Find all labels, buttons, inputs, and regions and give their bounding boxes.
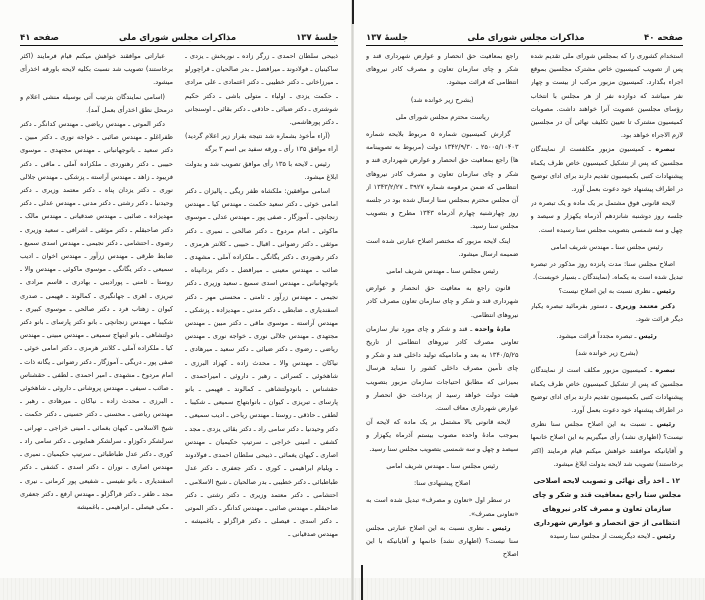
paragraph: (اسامی نمایندگان بترتیب آتی بوسیله منشی اعلام و درمحل نطق اخذرأی بعمل آمد). [20,92,173,114]
paragraph [531,143,684,196]
paragraph [366,522,519,562]
paragraph: رئیس ـ لایحه با ۱۳۵ رأی موافق تصویب شد و بدولت ابلاغ میشود. [185,159,338,181]
paragraph-text: ـ نظری نسبت به این اصلاح نیست؟ [558,287,657,296]
paragraph [531,285,684,298]
paragraph [531,364,684,417]
paragraph: استخدام کشوری را که بمجلس شورای ملی تقدیم شده پس از تصویب کمیسیون خاص مشترک مجلسین بموقع اجراء بگذارد. کمیسیون مزبور مرکب از بیست و چهار نفر میباشد که دوازده نفر از هر مجلس با انتخاب رؤسای مجلسین عضویت آنرا خواهند داشت. مصوبات کمیسیون مشترک تا تعیین تکلیف نهائی آن در مجلسین لازم الاجراء خواهد بود. [530,52,683,140]
paragraph: لایحه قانونی فوق مشتمل بر یک ماده و یک تبصره در جلسه روز دوشنبه شانزدهم آذرماه یکهزار و سیصد و چهل و سه شمسی بتصویب مجلس سنا رسیده است. [530,199,683,234]
paragraph-text: ـ نظری نسبت به این اصلاح عبارتی مجلس سنا نیست؟ (اظهاری نشد) خانمها و آقایانیکه با این اصلاح [366,523,519,559]
paragraph: راجع بمعافیت حق انحصار و عوارض شهرداری قند و شکر و چای سازمان تعاون و مصرف کادر نیروهای انتظامی که قرائت میشود. [366,52,519,87]
speaker-name: تبصره [655,366,675,375]
scan-artifact [0,578,352,600]
speaker-name: رئیس [656,532,675,541]
left-page-column-left [20,50,173,572]
right-page [352,0,705,600]
paragraph: قانون راجع به معافیت حق انحصار و عوارض شهرداری قند و شکر و چای سازمان تعاون مصرف کادر نیروهای انتظامی. [366,284,519,319]
paragraph: ریاست محترم مجلس شورای ملی [395,112,490,121]
speaker-name: رئیس [492,523,511,532]
paragraph: عباراتی موافقند خواهش میکنم قیام فرمایند (اکثر برخاستند) تصویب شد نسبت بکلیه لایحه باورقه اخذرأی میشود. [20,52,173,87]
paragraph [531,300,684,326]
speaker-name: رئیس [638,332,657,341]
paragraph-text: ـ دستور بفرمائید تبصره یکبار دیگر قرائت شود. [530,301,683,323]
paragraph: در سطر اول «تعاون و مصرف» تبدیل شده است به «تعاونی مصرف». [366,496,519,518]
paragraph: لایحه قانونی بالا مشتمل بر یک ماده که لایحه آن بموجب مادهٔ واحده مصوب بیستم آذرماه یکهزار و سیصد و چهل و سه شمسی بتصویب مجلس سنا رسید. [366,418,519,453]
session-label: جلسهٔ ۱۳۷ [296,33,338,43]
paragraph-text: ـ کمیسیون مزبور مکلف است از نمایندگان مجلسین که پس از تشکیل کمیسیون خاص ظرف یکماه پیشنهادات کتبی بکمیسیون تقدیم دارند برای ادای توضیح در اطراف پیشنهاد خود دعوت بعمل آورد. [530,366,683,415]
paragraph: (بشرح زیر خوانده شد) [575,349,639,358]
right-page-column-left [366,50,519,572]
right-page-columns [366,50,683,572]
paragraph: (آراء مأخوذ بشماره شد نتیجه بقرار زیر اعلام گردید) آراء موافق ۱۳۵ رأی ـ ورقه سفید بی اسم ۳ برگه [185,132,338,154]
paragraph [531,418,684,471]
speaker-name: دکتر معتمد وزیری [615,301,675,310]
book-gutter [351,0,354,600]
page-title: مذاکرات مجلس شورای ملی [467,33,585,43]
left-page-header [20,29,338,46]
paragraph: دکتر الموتی ـ مهندس ریاضی ـ مهندس کدانگر ـ دکتر ظفراغلو ـ مهندس صائبی ـ خواجه نوری ـ دکتر مبین ـ دکتر سعید ـ بانوجهانبانی ـ مهندس مجتهدی ـ موسوی حبیبی ـ دکتر رهنوردی ـ ملکزاده آملی ـ ماقی ـ دکتر فریبود ـ زاهد ـ مهندس آراسته ـ پزشکی ـ مهندس جلالی نوری ـ دکتر یزدان پناه ـ دکتر معتمد وزیری ـ دکتر وحیدنیا ـ دکتر رشتی ـ دکتر مدنی ـ مهندس عدلی ـ دکتر مهدیزاده ـ صائبی ـ مهندس صدقیانی ـ مهندس مالک ـ دکتر صاحبقلم ـ دکتر موثقی ـ اشرافی ـ سعید وزیری ـ رضوی ـ احتشامی ـ دکتر نجیمی ـ مهندس اسدی سمیع ـ ضابط طرقی ـ مهندس زرآور ـ مهندس اخوان ـ ادیب سمیعی ـ دکتر یگانگی ـ موسوی ماکوئی ـ مهندس والا ـ روستا ـ ثامنی ـ پورادیبی ـ بهادری ـ قاسم مرادی ـ تبریزی ـ اهری ـ جهانگیری ـ کمالوند ـ فهیمی ـ صدری کیوان ـ زهتاب فرد ـ دکتر صالحی ـ موسوی کبیری ـ شکیبا ـ مهندس زنجانچی ـ بانو دکتر پارسای ـ بانو دکتر دولتشاهی ـ بانو ابتهاج سمیعی ـ مهندس مبینی ـ مهندس کیا ـ ملکزاده آملی ـ کلانتر هرمزی ـ دکتر امامی خوئی ـ صفی پور ـ دریگی ـ آموزگار ـ دکتر رضوانی ـ یگانه ذات ـ امام مردوخ ـ مشهدی ـ امیر احمدی ـ لطفی ـ حقشناس ـ صائب ـ سیفی ـ مهندس پروشانی ـ داروئی ـ شاهخوئی ـ البرزی ـ محدث زاده ـ نیاکان ـ میرهادی ـ رهبر ـ مهندس ریاضی ـ محسنی ـ دکتر حسینی ـ دکتر حکمت ـ شیخ الاسلامی ـ کیهان بغمائی ـ امینی خراجی ـ تهرانی ـ سرلشکر دکوزاو ـ سرلشکر همایونی ـ دکتر سامی راد ـ کوری ـ دکتر عدل طباطبائی ـ سرتیپ حکیمیان ـ نمیری ـ مهندس اصاری ـ نوران ـ دکتر اسدی ـ کشفی ـ دکتر اسفندیاری ـ بانو نفیسی ـ شفیعی پور کرمانی ـ نیری ـ مجد ـ ظفر ـ دکتر قراگزلو ـ مهندس ارفع ـ دکتر جعفری ـ مکی فیصلی ـ ابراهیمی ـ باغمیشه [20,120,173,511]
page-title: مذاکرات مجلس شورای ملی [118,33,237,43]
paragraph-text: ـ لایحه دیگریست از مجلس سنا رسیده [549,532,657,541]
paragraph-text: ـ تبصره مجدداً قرائت میشود. [556,332,639,341]
speaker-name: تبصره [655,145,675,154]
section-heading: ۱۲ ـ اخذ رأی نهائی و تصویب لایحه اصلاحی مجلس سنا راجع بمعافیت قند و شکر و چای سازمان تعاون و مصرف کادر نیروهای انتظامی از حق انحصار و عوارض شهرداری [532,477,682,528]
left-page-columns [20,50,338,572]
paragraph [531,330,684,343]
paragraph: رئیس مجلس سنا ـ مهندس شریف امامی [386,267,499,276]
paragraph: (بشرح زیر خوانده شد) [410,95,474,104]
paragraph: رئیس مجلس سنا ـ مهندس شریف امامی [550,242,663,251]
session-label: جلسهٔ ۱۳۷ [366,33,408,43]
binding-mark [352,0,354,24]
left-page-column-right [185,50,338,572]
left-page [0,0,352,600]
right-page-column-right [531,50,684,572]
paragraph: اسامی موافقین: ملکشاه ظفر ریگی ـ پالیزان ـ دکتر امامی خوئی ـ دکتر سعید حکمت ـ مهندس کیا ـ مهندس زنجانچی ـ آموزگار ـ صفی پور ـ مهندس عدلی ـ موسوی ماکوئی ـ امام مردوخ ـ دکتر صالحی ـ نمیری ـ دکتر موثقی ـ دکتر رضوانی ـ اقبال ـ حبیبی ـ کلانتر هرمزی ـ دکتر رهنوردی ـ دکتر یگانگی ـ ملکزاده آملی ـ مشهدی ـ صائب ـ مهندس معینی ـ میرافضل ـ دکتر یزدانپناه ـ بانوجهانبانی ـ مهندس اسدی سمیع ـ سعید وزیری ـ دکتر نجیمی ـ مهندس زرآور ـ ثامنی ـ محسنی مهر ـ دکتر اسفندیاری ـ ضابطی ـ دکتر مدنی ـ مهدیزاده ـ پزشکی ـ مهندس آراسته ـ موسوی ماقی ـ دکتر مبین ـ مهندس مجتهدی ـ مهندس جلالی نوری ـ خواجه نوری ـ مهندس ریاضی ـ رضوی ـ دکتر ضیائی ـ دکتر سعید ـ میرهادی ـ نیاکان ـ مهندس والا ـ محدث زاده ـ کهزاد البرزی ـ شاهخوئی ـ کسرائی ـ رهبر ـ داروئی ـ امیراحمدی ـ حقشناس ـ بانودولتشاهی ـ کمالوند ـ فهیمی ـ بانو پارسای ـ تبریزی ـ کیوان ـ بانوابتهاج سمیعی ـ شکیبا ـ لطفی ـ حاذقی ـ روستا ـ مهندس ریاحی ـ ادیب سمیعی ـ دکتر وحیدنیا ـ دکتر سامی راد ـ دکتر بقائی یزدی ـ مجد ـ کشفی ـ امینی خراجی ـ سرتیپ حکیمیان ـ مهندس اصاری ـ کیهان یغمائی ـ ذبیحی سلطان احمدی ـ فولادوند ـ ویلیام ابراهیمی ـ کوری ـ دکتر جعفری ـ دکتر عدل طباطبائی ـ دکتر خطیبی ـ بدر صالحیان ـ شیخ الاسلامی ـ احتشامی ـ دکتر معتمد وزیری ـ دکتر رشتی ـ دکتر صاحبقلم ـ مهندس صائبی ـ مهندس کدانگر ـ دکتر الموتی ـ دکتر اسدی ـ فیصلی ـ دکتر قراگزلو ـ باغمیشه ـ مهندس صدقیانی ـ [185,187,338,539]
paragraph: گزارش کمیسیون شماره ۵ مربوط بلایحه شماره ۲۵۰۰۵/۱۰۴۰۳ ـ ۱۳۴۲/۹/۳۰ دولت (مربوط به تصویبنامه ها) راجع بمعافیت حق انحصار و عوارض شهرداری قند و شکر و چای سازمان تعاون و مصرف کادر نیروهای انتظامی که ضمن مرقومه شماره ۳۹۲۷ ـ ۱۳۴۳/۲/۲۷ از آن مجلس محترم بمجلس سنا ارسال شده بود در جلسه روز چهارشنبه چهارم آذرماه ۱۳۴۳ مطرح و بتصویب مجلس سنا رسید. [366,130,519,231]
speaker-name: مادهٔ واحده [474,324,511,333]
page-number: صفحه ۴۱ [20,33,59,43]
paragraph: رئیس مجلس سنا ـ مهندس شریف امامی [386,461,499,470]
paragraph: اصلاح پیشنهادی سنا: [414,479,471,488]
paragraph: اصلاح مجلس سنا: مدت پانزده روز مذکور در تبصره تبدیل شده است به یکماه. (نمایندگان ـ بسیار خوبست). [530,260,683,282]
paragraph: اینک لایحه مزبور که مختصر اصلاح عبارتی شده است ضمیمه ارسال میشود. [366,236,519,258]
speaker-name: رئیس [656,420,675,429]
page-number: صفحه ۴۰ [644,33,683,43]
paragraph [531,530,684,543]
scan-artifact [352,578,705,600]
paragraph [366,323,519,415]
binding-mark [361,565,363,600]
right-page-header [366,29,683,46]
paragraph-text: ـ کمیسیون مزبور مکلفست از نمایندگان مجلسین که پس از تشکیل کمیسیون خاص ظرف یکماه پیشنهادات کتبی بکمیسیون تقدیم دارند برای ادای توضیح در اطراف پیشنهاد خود دعوت بعمل آورد. [530,145,683,194]
speaker-name: رئیس [656,287,675,296]
paragraph-text: ـ قند و شکر و چای مورد نیاز سازمان تعاونی مصرف کادر نیروهای انتظامی از تاریخ ۱۳۴۰/۵/۲۵ به بعد و مادامیکه تولید داخلی قند و شکر و چای تأمین مصرف داخلی کشور را ننماید هرسال بمیزانی که مطابق احتیاجات سازمان مزبور بتصویب هیئت دولت خواهد رسید از پرداخت حق انحصار و عوارض شهرداری معاف است. [366,324,519,413]
paragraph: ذبیحی سلطان احمدی ـ زرگر زاده ـ نوربخش ـ یزدی ـ ساکینیان ـ فولادوند ـ میرافضل ـ بدر صالحیان ـ قراچورلو ـ میرزاخانی ـ دکتر خطیبی ـ دکتر اعتمادی ـ علی مرادی ـ حکمت یزدی ـ اولیاء ـ متولی باشی ـ دکتر حکیم شوشتری ـ دکتر ضیائی ـ حاذقی ـ دکتر بقائی ـ اوسنجانی ـ دکتر پورهاشمی. [185,52,338,127]
paragraph-text: ـ نسبت به این اصلاح مجلس سنا نظری نیست؟ (اظهاری نشد) رأی میگیریم به این اصلاح خانمها و آقایانیکه موافقند خواهش میکنم قیام فرمایند (اکثر برخاستند) تصویب شد لایحه بدولت ابلاغ میشود. [530,420,683,468]
